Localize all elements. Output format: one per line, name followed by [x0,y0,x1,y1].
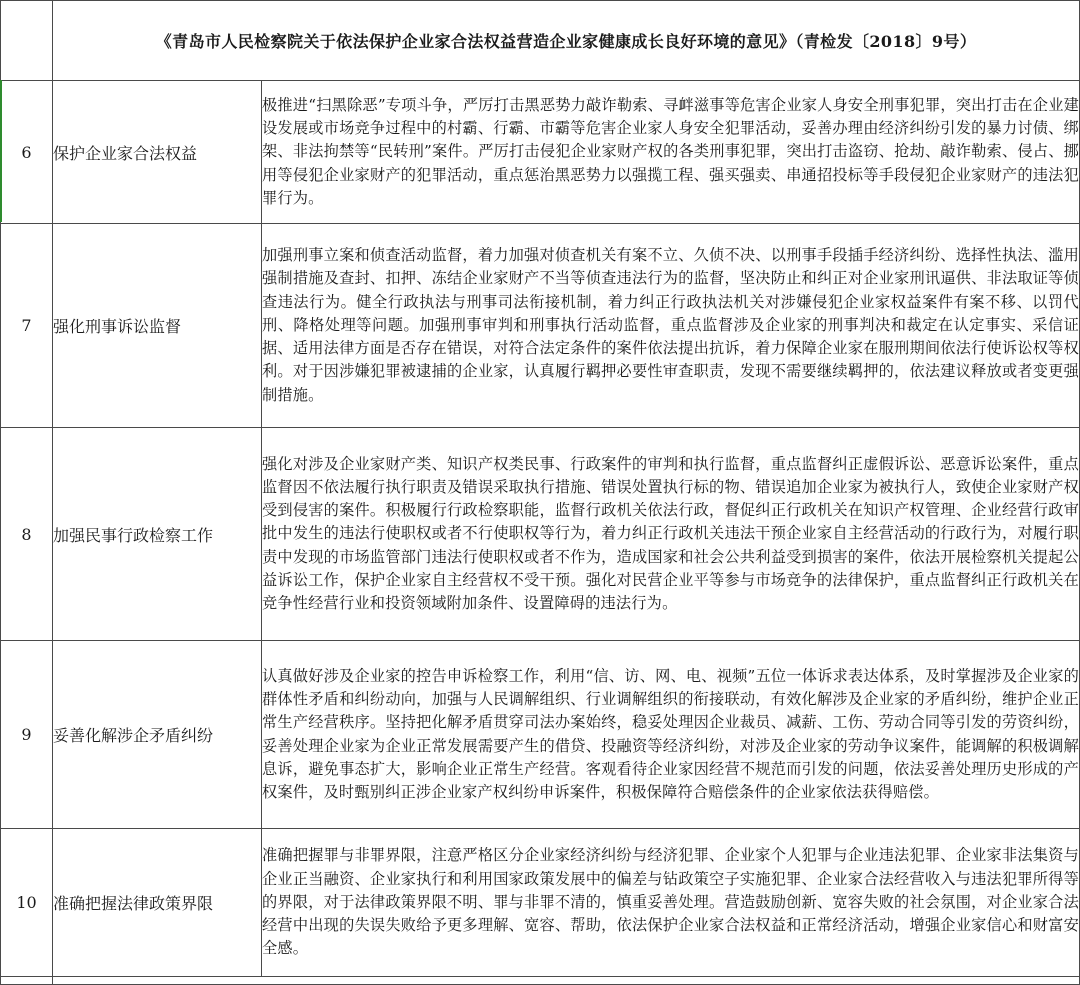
row-content: 认真做好涉及企业家的控告申诉检察工作，利用“信、访、网、电、视频”五位一体诉求表达体系，及时掌握涉及企业家的群体性矛盾和纠纷动向，加强与人民调解组织、行业调解组织的衔接联动，有效化解涉及企业家的矛盾纠纷，维护企业正常生产经营秩序。坚持把化解矛盾贯穿司法办案始终，稳妥处理因企业裁员、减薪、工伤、劳动合同等引发的劳资纠纷，妥善处理企业家为企业正常发展需要产生的借贷、投融资等经济纠纷，对涉及企业家的劳动争议案件，能调解的积极调解息诉，避免事态扩大，影响企业正常生产经营。客观看待企业家因经营不规范而引发的问题，依法妥善处理历史形成的产权案件，及时甄别纠正涉企业家产权纠纷申诉案件，积极保障符合赔偿条件的企业家依法获得赔偿。 [262,641,1080,829]
table-row [1,81,1080,224]
tail-cell [1,977,53,985]
table-row [1,829,1080,977]
table-row [1,641,1080,829]
document-title: 《青岛市人民检察院关于依法保护企业家合法权益营造企业家健康成长良好环境的意见》（青检发〔2018〕9号） [53,1,1080,81]
tail-cell [53,977,1080,985]
row-title: 准确把握法律政策界限 [53,829,262,977]
table-header-row [1,1,1080,81]
row-title: 强化刑事诉讼监督 [53,224,262,428]
row-number: 9 [1,641,53,829]
row-number: 10 [1,829,53,977]
row-content: 准确把握罪与非罪界限，注意严格区分企业家经济纠纷与经济犯罪、企业家个人犯罪与企业违法犯罪、企业家非法集资与企业正当融资、企业家执行和利用国家政策发展中的偏差与钻政策空子实施犯罪、企业家合法经营收入与违法犯罪所得等的界限，对于法律政策界限不明、罪与非罪不清的，慎重妥善处理。营造鼓励创新、宽容失败的社会氛围，对企业家合法经营中出现的失误失败给予更多理解、宽容、帮助，依法保护企业家合法权益和正常经济活动，增强企业家信心和财富安全感。 [262,829,1080,977]
row-content: 加强刑事立案和侦查活动监督，着力加强对侦查机关有案不立、久侦不决、以刑事手段插手经济纠纷、选择性执法、滥用强制措施及查封、扣押、冻结企业家财产不当等侦查违法行为的监督，坚决防止和纠正对企业家刑讯逼供、非法取证等侦查违法行为。健全行政执法与刑事司法衔接机制，着力纠正行政执法机关对涉嫌侵犯企业家权益案件有案不移、以罚代刑、降格处理等问题。加强刑事审判和刑事执行活动监督，重点监督涉及企业家的刑事判决和裁定在认定事实、采信证据、适用法律方面是否存在错误，对符合法定条件的案件依法提出抗诉，着力保障企业家在服刑期间依法行使诉讼权等权利。对于因涉嫌犯罪被逮捕的企业家，认真履行羁押必要性审查职责，发现不需要继续羁押的，依法建议释放或者变更强制措施。 [262,224,1080,428]
row-title: 加强民事行政检察工作 [53,428,262,641]
row-number: 8 [1,428,53,641]
row-number: 6 [1,81,53,224]
row-title: 保护企业家合法权益 [53,81,262,224]
table-tail-row [1,977,1080,985]
row-content: 强化对涉及企业家财产类、知识产权类民事、行政案件的审判和执行监督，重点监督纠正虚假诉讼、恶意诉讼案件，重点监督因不依法履行执行职责及错误采取执行措施、错误处置执行标的物、错误追加企业家为被执行人，致使企业家财产权受到侵害的案件。积极履行行政检察职能，监督行政机关依法行政，督促纠正行政机关在知识产权管理、企业经营行政审批中发生的违法行使职权或者不行使职权等行为，着力纠正行政机关违法干预企业家自主经营活动的行政行为，对履行职责中发现的市场监管部门违法行使职权或者不作为，造成国家和社会公共利益受到损害的案件，依法开展检察机关提起公益诉讼工作，保护企业家自主经营权不受干预。强化对民营企业平等参与市场竞争的法律保护，重点监督纠正行政机关在竞争性经营行业和投资领域附加条件、设置障碍的违法行为。 [262,428,1080,641]
table-row [1,224,1080,428]
row-content: 极推进“扫黑除恶”专项斗争，严厉打击黑恶势力敲诈勒索、寻衅滋事等危害企业家人身安全刑事犯罪，突出打击在企业建设发展或市场竞争过程中的村霸、行霸、市霸等危害企业家人身安全犯罪活动，妥善办理由经济纠纷引发的暴力讨债、绑架、非法拘禁等“民转刑”案件。严厉打击侵犯企业家财产权的各类刑事犯罪，突出打击盗窃、抢劫、敲诈勒索、侵占、挪用等侵犯企业家财产的犯罪活动，重点惩治黑恶势力以强揽工程、强买强卖、串通招投标等手段侵犯企业家财产的违法犯罪行为。 [262,81,1080,224]
header-blank-cell [1,1,53,81]
row-title: 妥善化解涉企矛盾纠纷 [53,641,262,829]
table-row [1,428,1080,641]
row-number: 7 [1,224,53,428]
selection-edge-marker [0,80,2,222]
